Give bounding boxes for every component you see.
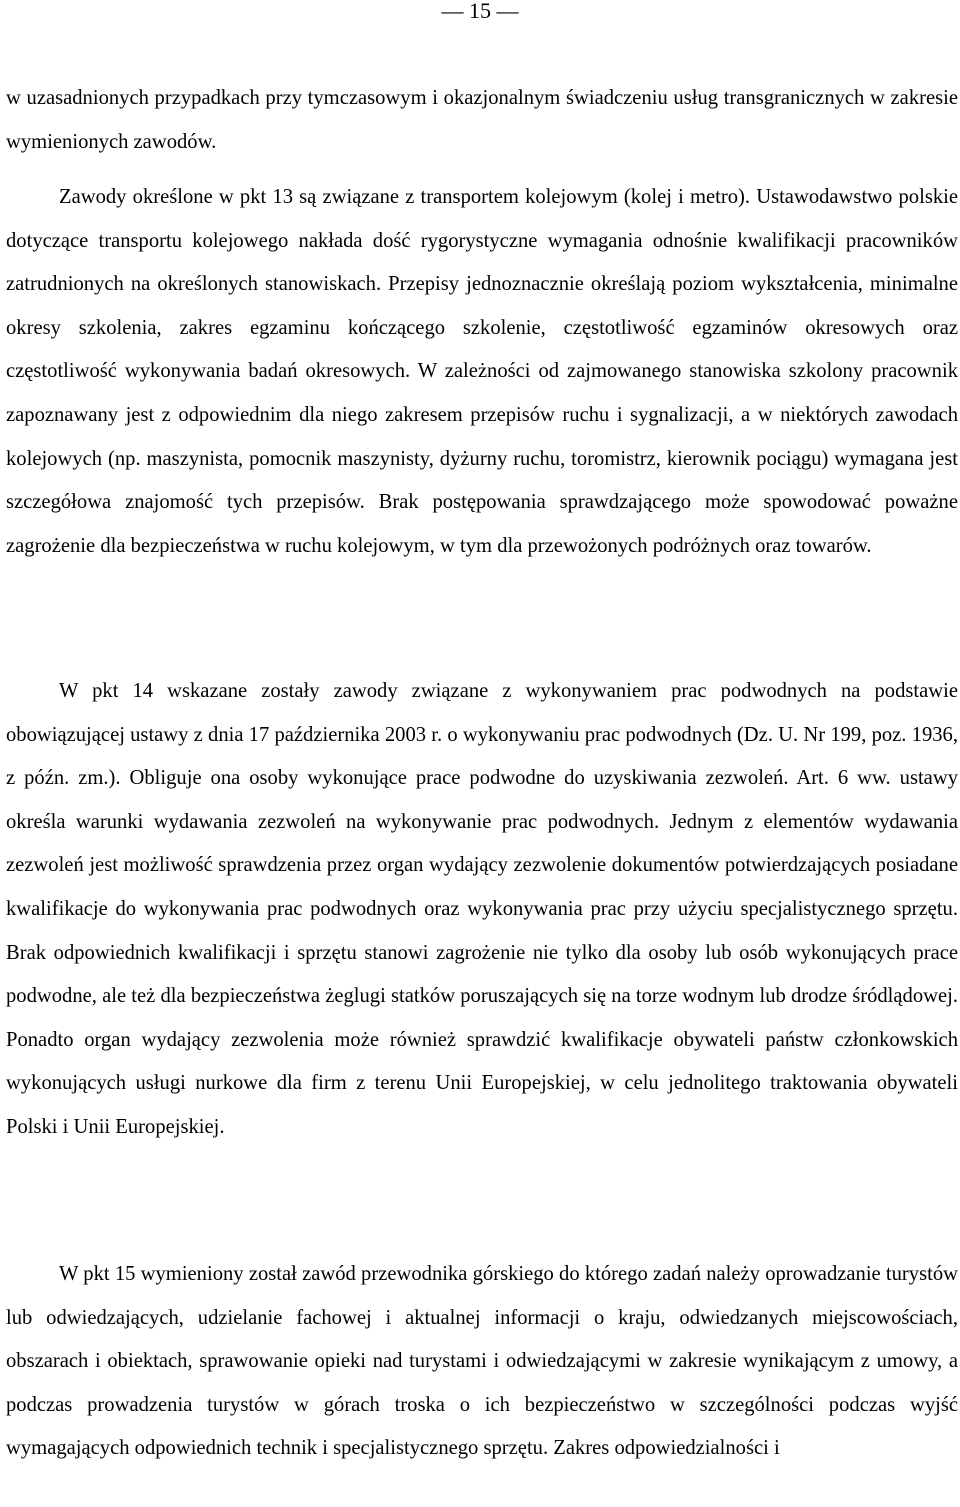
paragraph-pkt-13: Zawody określone w pkt 13 są związane z transportem kolejowym (kolej i metro). Ustawodawstwo polskie dotyczące transportu kolejowego nakłada dość rygorystyczne wymagania odnośnie kwalifikacji pracowników zatrudnionych na określonych stanowiskach. Przepisy jednoznacznie określają poziom wykształcenia, minimalne okresy szkolenia, zakres egzaminu kończącego szkolenie, częstotliwość egzaminów okresowych oraz częstotliwość wykonywania badań okresowych. W zależności od zajmowanego stanowiska szkolony pracownik zapoznawany jest z odpowiednim dla niego zakresem przepisów ruchu i sygnalizacji, a w niektórych zawodach kolejowych (np. maszynista, pomocnik maszynisty, dyżurny ruchu, toromistrz, kierownik pociągu) wymagana jest szczegółowa znajomość tych przepisów. Brak postępowania sprawdzającego może spowodować poważne zagrożenie dla bezpieczeństwa w ruchu kolejowym, w tym dla przewożonych podróżnych oraz towarów. bbox=[6, 186, 958, 557]
paragraph-continuation: w uzasadnionych przypadkach przy tymczasowym i okazjonalnym świadczeniu usług transgranicznych w zakresie wymienionych zawodów. bbox=[6, 87, 958, 153]
paragraph-pkt-14: W pkt 14 wskazane zostały zawody związane z wykonywaniem prac podwodnych na podstawie obowiązującej ustawy z dnia 17 października 2003 r. o wykonywaniu prac podwodnych (Dz. U. Nr 199, poz. 1936, z późn. zm.). Obliguje ona osoby wykonujące prace podwodne do uzyskiwania zezwoleń. Art. 6 ww. ustawy określa warunki wydawania zezwoleń na wykonywanie prac podwodnych. Jednym z elementów wydawania zezwoleń jest możliwość sprawdzenia przez organ wydający zezwolenie dokumentów potwierdzających posiadane kwalifikacje do wykonywania prac podwodnych oraz wykonywania prac przy użyciu specjalistycznego sprzętu. Brak odpowiednich kwalifikacji i sprzętu stanowi zagrożenie nie tylko dla osoby lub osób wykonujących prace podwodne, ale też dla bezpieczeństwa żeglugi statków poruszających się na torze wodnym lub drodze śródlądowej. Ponadto organ wydający zezwolenia może również sprawdzić kwalifikacje obywateli państw członkowskich wykonujących usługi nurkowe dla firm z terenu Unii Europejskiej, w celu jednolitego traktowania obywateli Polski i Unii Europejskiej. bbox=[6, 680, 958, 1138]
paragraph-pkt-15: W pkt 15 wymieniony został zawód przewodnika górskiego do którego zadań należy oprowadzanie turystów lub odwiedzających, udzielanie fachowej i aktualnej informacji o kraju, odwiedzanych miejscowościach, obszarach i obiektach, sprawowanie opieki nad turystami i odwiedzającymi w zakresie wynikającym z umowy, a podczas prowadzenia turystów w górach troska o ich bezpieczeństwo w szczególności podczas wyjść wymagających odpowiednich technik i specjalistycznego sprzętu. Zakres odpowiedzialności i bbox=[6, 1263, 958, 1460]
page-number: — 15 — bbox=[441, 0, 519, 23]
